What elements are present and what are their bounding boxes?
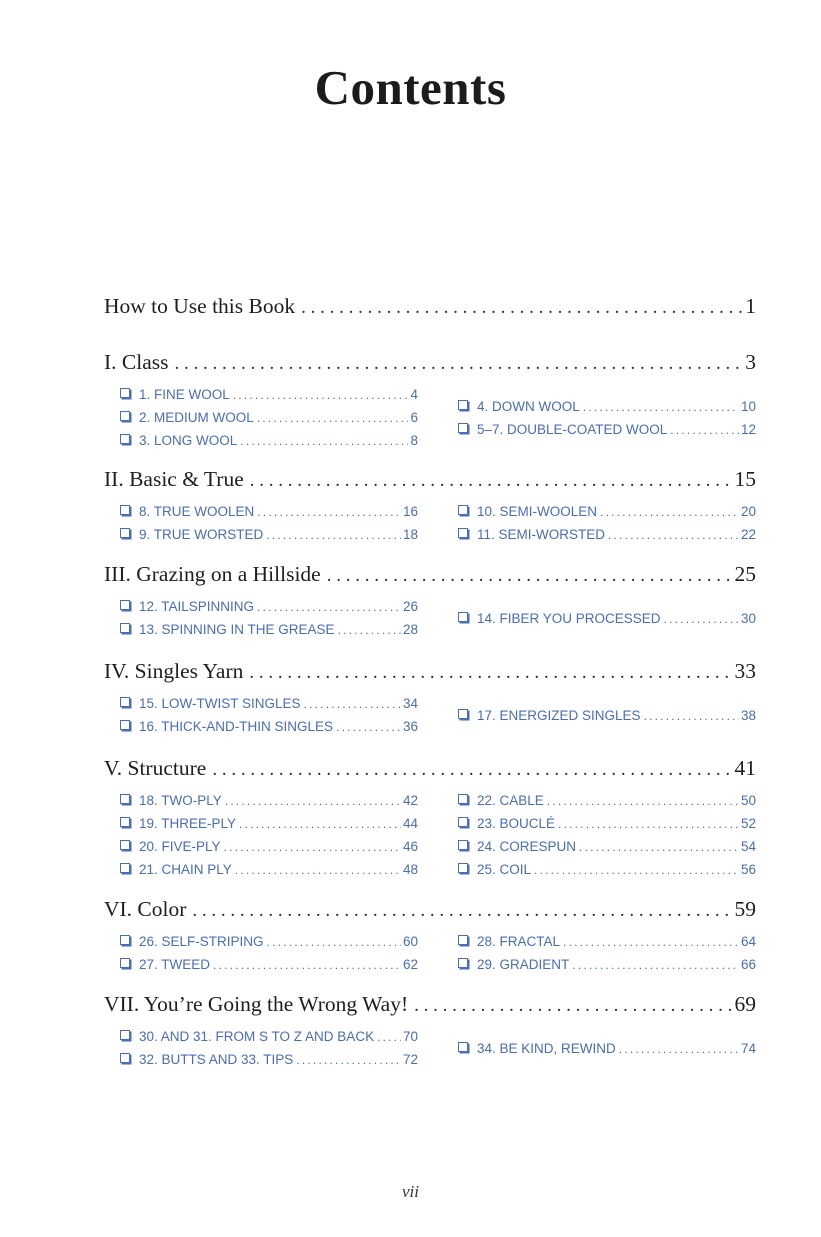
subsection-page-number: 10 [740, 398, 756, 414]
dot-leader [175, 348, 744, 380]
section-title: IV. Singles Yarn [104, 659, 244, 683]
checkbox-icon[interactable] [120, 935, 130, 945]
toc-subsection-entry[interactable] [120, 523, 418, 546]
subsection-page-number: 54 [740, 839, 756, 854]
toc-subsection-entry[interactable] [120, 383, 418, 406]
toc-subsection-entry[interactable] [120, 1048, 418, 1071]
checkbox-icon[interactable] [120, 1053, 130, 1063]
dot-leader [547, 790, 739, 812]
section-title: VII. You’re Going the Wrong Way! [104, 992, 409, 1016]
section-title: V. Structure [104, 756, 207, 780]
subsection-title: 4. DOWN WOOL [477, 398, 580, 414]
subsection-title: 2. MEDIUM WOOL [139, 410, 254, 425]
dot-leader [608, 524, 739, 546]
dot-leader [257, 596, 401, 618]
toc-section-entry[interactable] [104, 655, 756, 689]
section-title: III. Grazing on a Hillside [104, 562, 321, 586]
subsection-title: 19. THREE-PLY [139, 816, 237, 831]
subsection-title: 30. AND 31. FROM S TO Z AND BACK [139, 1029, 375, 1044]
checkbox-icon[interactable] [120, 720, 130, 730]
checkbox-icon[interactable] [458, 958, 468, 968]
toc-section [104, 655, 756, 738]
subsection-page-number: 22 [740, 527, 756, 542]
subsection-page-number: 16 [402, 504, 418, 519]
subsection-column-left [120, 500, 418, 546]
dot-leader [558, 813, 739, 835]
subsection-title: 21. CHAIN PLY [139, 862, 232, 877]
toc-section-entry[interactable] [104, 988, 756, 1022]
subsection-title: 13. SPINNING IN THE GREASE [139, 622, 335, 637]
toc-subsection-entry[interactable] [458, 930, 756, 953]
checkbox-icon[interactable] [120, 817, 130, 827]
toc-subsection-entry[interactable] [120, 429, 418, 452]
subsection-title: 12. TAILSPINNING [139, 599, 255, 614]
section-page-number: 69 [734, 992, 756, 1016]
dot-leader [534, 859, 739, 881]
subsection-page-number: 28 [402, 622, 418, 637]
dot-leader [257, 501, 401, 523]
toc-subsection-entry[interactable] [458, 704, 756, 727]
subsection-title: 23. BOUCLÉ [477, 816, 556, 831]
subsection-title: 15. LOW-TWIST SINGLES [139, 696, 301, 711]
toc-section-entry[interactable] [104, 893, 756, 927]
subsection-column-left [120, 930, 418, 976]
toc-subsection-entry[interactable] [458, 835, 756, 858]
toc-section-entry[interactable] [104, 752, 756, 786]
dot-leader [670, 419, 739, 441]
section-page-number: 15 [734, 467, 756, 491]
toc-section [104, 558, 756, 641]
checkbox-icon[interactable] [458, 794, 468, 804]
dot-leader [304, 693, 401, 715]
subsection-title: 5–7. DOUBLE-COATED WOOL [477, 421, 668, 437]
dot-leader [266, 524, 401, 546]
subsection-column-left [120, 383, 418, 452]
checkbox-icon[interactable] [458, 612, 468, 622]
subsection-page-number: 18 [402, 527, 418, 542]
toc-section-entry[interactable] [104, 558, 756, 592]
dot-leader [213, 954, 401, 976]
dot-leader [336, 716, 401, 738]
subsection-page-number: 66 [740, 957, 756, 972]
subsection-title: 29. GRADIENT [477, 957, 570, 972]
toc-subsection-entry[interactable] [120, 835, 418, 858]
subsection-page-number: 56 [740, 862, 756, 877]
checkbox-icon[interactable] [120, 958, 130, 968]
toc-subsection-entry[interactable] [120, 595, 418, 618]
section-page-number: 41 [734, 756, 756, 780]
checkbox-icon[interactable] [458, 505, 468, 515]
subsection-title: 32. BUTTS AND 33. TIPS [139, 1052, 294, 1067]
dot-leader [600, 501, 739, 523]
subsection-title: 20. FIVE-PLY [139, 839, 221, 854]
dot-leader [664, 608, 739, 630]
dot-leader [240, 430, 408, 452]
toc-subsection-entry[interactable] [120, 930, 418, 953]
dot-leader [224, 836, 401, 858]
checkbox-icon[interactable] [120, 840, 130, 850]
toc-subsection-entry[interactable] [458, 858, 756, 881]
subsection-page-number: 8 [410, 433, 418, 448]
subsection-page-number: 48 [402, 862, 418, 877]
subsection-page-number: 44 [402, 816, 418, 831]
subsection-page-number: 46 [402, 839, 418, 854]
dot-leader [377, 1026, 401, 1048]
dot-leader [301, 292, 743, 324]
checkbox-icon[interactable] [120, 1030, 130, 1040]
toc-subsection-entry[interactable] [120, 812, 418, 835]
subsection-title: 8. TRUE WOOLEN [139, 504, 255, 519]
dot-leader [233, 384, 409, 406]
subsection-title: 18. TWO-PLY [139, 793, 222, 808]
toc-subsection-entry[interactable] [458, 789, 756, 812]
checkbox-icon[interactable] [458, 935, 468, 945]
page-title: Contents [314, 60, 507, 115]
section-page-number: 1 [745, 294, 756, 318]
subsection-grid [120, 383, 756, 452]
section-page-number: 3 [745, 350, 756, 374]
section-page-number: 25 [734, 562, 756, 586]
dot-leader [225, 790, 401, 812]
checkbox-icon[interactable] [120, 863, 130, 873]
toc-section [104, 346, 756, 452]
subsection-column-right [458, 930, 756, 976]
checkbox-icon[interactable] [120, 411, 130, 421]
subsection-column-right [458, 500, 756, 546]
subsection-title: 3. LONG WOOL [139, 433, 238, 448]
dot-leader [212, 754, 732, 786]
subsection-title: 24. CORESPUN [477, 839, 577, 854]
section-title: VI. Color [104, 897, 187, 921]
toc-subsection-entry[interactable] [120, 953, 418, 976]
subsection-column-right [458, 595, 756, 641]
subsection-page-number: 70 [402, 1029, 418, 1044]
checkbox-icon[interactable] [120, 600, 130, 610]
subsection-column-right [458, 383, 756, 452]
dot-leader [414, 990, 732, 1022]
dot-leader [338, 619, 401, 641]
checkbox-icon[interactable] [120, 388, 130, 398]
dot-leader [257, 407, 409, 429]
subsection-grid [120, 595, 756, 641]
checkbox-icon[interactable] [120, 697, 130, 707]
subsection-title: 11. SEMI-WORSTED [477, 527, 606, 542]
subsection-grid [120, 692, 756, 738]
subsection-column-left [120, 1025, 418, 1071]
subsection-title: 28. FRACTAL [477, 934, 561, 949]
subsection-page-number: 30 [740, 610, 756, 626]
section-title: How to Use this Book [104, 294, 296, 318]
subsection-page-number: 36 [402, 719, 418, 734]
subsection-column-right [458, 692, 756, 738]
subsection-column-left [120, 789, 418, 881]
checkbox-icon[interactable] [458, 528, 468, 538]
subsection-page-number: 12 [740, 421, 756, 437]
subsection-page-number: 64 [740, 934, 756, 949]
toc-section-entry[interactable] [104, 346, 756, 380]
subsection-page-number: 60 [402, 934, 418, 949]
dot-leader [296, 1049, 401, 1071]
checkbox-icon[interactable] [458, 400, 468, 410]
toc-section-entry[interactable] [104, 463, 756, 497]
subsection-title: 17. ENERGIZED SINGLES [477, 707, 641, 723]
dot-leader [579, 836, 739, 858]
subsection-column-left [120, 595, 418, 641]
subsection-grid [120, 930, 756, 976]
subsection-page-number: 6 [410, 410, 418, 425]
subsection-grid [120, 500, 756, 546]
toc-subsection-entry[interactable] [120, 1025, 418, 1048]
checkbox-icon[interactable] [120, 505, 130, 515]
subsection-page-number: 62 [402, 957, 418, 972]
toc-subsection-entry[interactable] [458, 812, 756, 835]
section-page-number: 59 [734, 897, 756, 921]
subsection-column-right [458, 1025, 756, 1071]
table-of-contents [104, 290, 756, 1071]
subsection-page-number: 20 [740, 504, 756, 519]
toc-subsection-entry[interactable] [458, 418, 756, 441]
toc-subsection-entry[interactable] [120, 858, 418, 881]
toc-subsection-entry[interactable] [120, 618, 418, 641]
toc-subsection-entry[interactable] [120, 789, 418, 812]
subsection-page-number: 52 [740, 816, 756, 831]
toc-section [104, 463, 756, 546]
subsection-title: 34. BE KIND, REWIND [477, 1040, 616, 1056]
dot-leader [250, 465, 733, 497]
toc-subsection-entry[interactable] [120, 406, 418, 429]
subsection-column-left [120, 692, 418, 738]
section-title: II. Basic & True [104, 467, 244, 491]
toc-subsection-entry[interactable] [458, 953, 756, 976]
checkbox-icon[interactable] [458, 863, 468, 873]
section-title: I. Class [104, 350, 169, 374]
checkbox-icon[interactable] [458, 1042, 468, 1052]
toc-section [104, 290, 756, 324]
dot-leader [583, 396, 739, 418]
subsection-title: 9. TRUE WORSTED [139, 527, 264, 542]
subsection-page-number: 4 [410, 387, 418, 402]
toc-subsection-entry[interactable] [458, 395, 756, 418]
subsection-title: 16. THICK-AND-THIN SINGLES [139, 719, 334, 734]
subsection-page-number: 38 [740, 707, 756, 723]
subsection-page-number: 34 [402, 696, 418, 711]
subsection-column-right [458, 789, 756, 881]
dot-leader [563, 931, 739, 953]
checkbox-icon[interactable] [120, 528, 130, 538]
toc-subsection-entry[interactable] [120, 500, 418, 523]
checkbox-icon[interactable] [120, 623, 130, 633]
dot-leader [572, 954, 739, 976]
dot-leader [235, 859, 401, 881]
subsection-title: 22. CABLE [477, 793, 544, 808]
subsection-title: 26. SELF-STRIPING [139, 934, 264, 949]
subsection-title: 1. FINE WOOL [139, 387, 230, 402]
subsection-page-number: 74 [740, 1040, 756, 1056]
toc-section [104, 752, 756, 881]
subsection-page-number: 72 [402, 1052, 418, 1067]
dot-leader [192, 895, 732, 927]
subsection-grid [120, 1025, 756, 1071]
dot-leader [249, 657, 732, 689]
toc-subsection-entry[interactable] [458, 523, 756, 546]
subsection-page-number: 50 [740, 793, 756, 808]
checkbox-icon[interactable] [120, 794, 130, 804]
toc-section [104, 988, 756, 1071]
toc-subsection-entry[interactable] [458, 607, 756, 630]
checkbox-icon[interactable] [458, 423, 468, 433]
checkbox-icon[interactable] [458, 709, 468, 719]
checkbox-icon[interactable] [120, 434, 130, 444]
dot-leader [644, 705, 739, 727]
section-page-number: 33 [734, 659, 756, 683]
checkbox-icon[interactable] [458, 840, 468, 850]
subsection-grid [120, 789, 756, 881]
subsection-title: 27. TWEED [139, 957, 211, 972]
toc-section-entry[interactable] [104, 290, 756, 324]
dot-leader [267, 931, 401, 953]
dot-leader [239, 813, 401, 835]
toc-subsection-entry[interactable] [120, 692, 418, 715]
checkbox-icon[interactable] [458, 817, 468, 827]
subsection-title: 10. SEMI-WOOLEN [477, 504, 598, 519]
toc-subsection-entry[interactable] [458, 1037, 756, 1060]
toc-subsection-entry[interactable] [120, 715, 418, 738]
subsection-page-number: 26 [402, 599, 418, 614]
subsection-title: 14. FIBER YOU PROCESSED [477, 610, 661, 626]
subsection-title: 25. COIL [477, 862, 532, 877]
toc-subsection-entry[interactable] [458, 500, 756, 523]
subsection-page-number: 42 [402, 793, 418, 808]
dot-leader [327, 560, 733, 592]
toc-section [104, 893, 756, 976]
dot-leader [619, 1038, 739, 1060]
page-number: vii [402, 1182, 419, 1201]
